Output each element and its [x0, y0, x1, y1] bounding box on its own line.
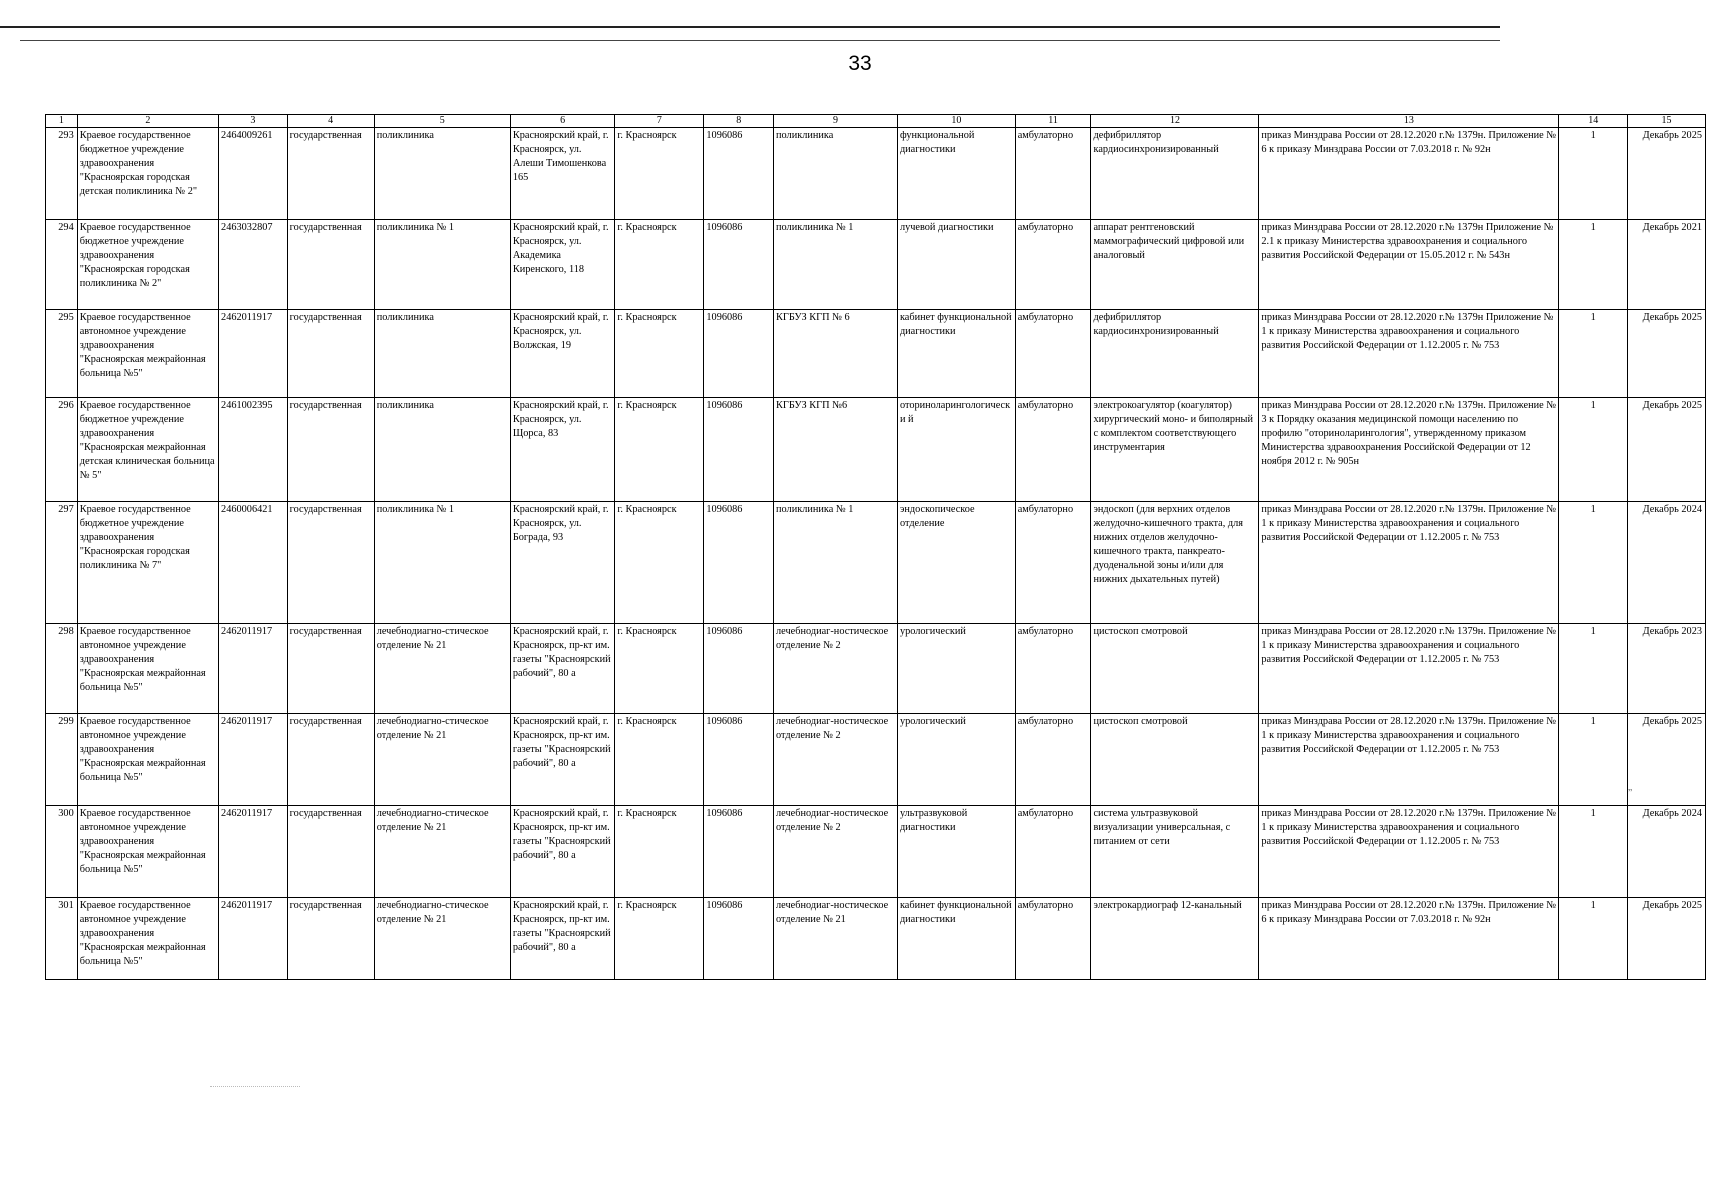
department-cell: функциональной диагностики — [897, 128, 1015, 220]
ownership-form-cell: государственная — [287, 502, 374, 624]
row-number-cell: 299 — [46, 714, 78, 806]
care-mode-cell: амбулаторно — [1015, 714, 1091, 806]
table-row — [46, 714, 1706, 806]
table-row — [46, 806, 1706, 898]
territory-code-cell: 1096086 — [704, 898, 774, 980]
structural-unit-cell: поликлиника — [374, 310, 510, 398]
department-cell: лучевой диагностики — [897, 220, 1015, 310]
header-rule-secondary — [20, 40, 1500, 41]
legal-basis-cell: приказ Минздрава России от 28.12.2020 г.№ 1379н. Приложение № 1 к приказу Министерства здравоохранения и социального развития Российской Федерации от 1.12.2005 г. № 753 — [1259, 624, 1559, 714]
quantity-cell: 1 — [1559, 714, 1628, 806]
equipment-name-cell: дефибриллятор кардиосинхронизированный — [1091, 128, 1259, 220]
equipment-table — [45, 114, 1706, 980]
inn-code-cell: 2462011917 — [219, 624, 288, 714]
equipment-name-cell: электрокоагулятор (коагулятор) хирургический моно- и биполярный с комплектом соответствующего инструментария — [1091, 398, 1259, 502]
deadline-cell: Декабрь 2025 — [1628, 128, 1706, 220]
structural-unit-cell: поликлиника № 1 — [374, 220, 510, 310]
territory-code-cell: 1096086 — [704, 398, 774, 502]
inn-code-cell: 2462011917 — [219, 310, 288, 398]
deadline-cell: Декабрь 2023 — [1628, 624, 1706, 714]
pencil-mark: ’’ — [1628, 788, 1633, 799]
address-cell: Красноярский край, г. Красноярск, пр-кт им. газеты "Красноярский рабочий", 80 а — [510, 624, 614, 714]
column-number-8: 8 — [704, 115, 774, 128]
quantity-cell: 1 — [1559, 898, 1628, 980]
table-body — [46, 128, 1706, 980]
territory-code-cell: 1096086 — [704, 220, 774, 310]
table-row — [46, 220, 1706, 310]
ownership-form-cell: государственная — [287, 624, 374, 714]
column-number-1: 1 — [46, 115, 78, 128]
department-cell: ультразвуковой диагностики — [897, 806, 1015, 898]
row-number-cell: 301 — [46, 898, 78, 980]
table-row — [46, 128, 1706, 220]
address-cell: Красноярский край, г. Красноярск, ул. Алеши Тимошенкова 165 — [510, 128, 614, 220]
legal-basis-cell: приказ Минздрава России от 28.12.2020 г.№ 1379н Приложение № 1 к приказу Министерства здравоохранения и социального развития Российской Федерации от 1.12.2005 г. № 753 — [1259, 310, 1559, 398]
department-cell: кабинет функциональной диагностики — [897, 310, 1015, 398]
subdivision-cell: поликлиника — [774, 128, 898, 220]
column-number-10: 10 — [897, 115, 1015, 128]
column-number-row — [46, 115, 1706, 128]
deadline-cell: Декабрь 2024 — [1628, 806, 1706, 898]
organization-name-cell: Краевое государственное бюджетное учреждение здравоохранения "Красноярская городская детская поликлиника № 2" — [77, 128, 218, 220]
equipment-name-cell: электрокардиограф 12-канальный — [1091, 898, 1259, 980]
address-cell: Красноярский край, г. Красноярск, ул. Щорса, 83 — [510, 398, 614, 502]
inn-code-cell: 2460006421 — [219, 502, 288, 624]
city-cell: г. Красноярск — [615, 624, 704, 714]
department-cell: кабинет функциональной диагностики — [897, 898, 1015, 980]
quantity-cell: 1 — [1559, 310, 1628, 398]
city-cell: г. Красноярск — [615, 806, 704, 898]
territory-code-cell: 1096086 — [704, 310, 774, 398]
address-cell: Красноярский край, г. Красноярск, пр-кт им. газеты "Красноярский рабочий", 80 а — [510, 714, 614, 806]
territory-code-cell: 1096086 — [704, 502, 774, 624]
structural-unit-cell: лечебнодиагно-стическое отделение № 21 — [374, 806, 510, 898]
deadline-cell: Декабрь 2021 — [1628, 220, 1706, 310]
organization-name-cell: Краевое государственное автономное учреждение здравоохранения "Красноярская межрайонная больница №5" — [77, 624, 218, 714]
table-row — [46, 624, 1706, 714]
care-mode-cell: амбулаторно — [1015, 220, 1091, 310]
structural-unit-cell: лечебнодиагно-стическое отделение № 21 — [374, 624, 510, 714]
city-cell: г. Красноярск — [615, 310, 704, 398]
legal-basis-cell: приказ Минздрава России от 28.12.2020 г.№ 1379н. Приложение № 1 к приказу Министерства здравоохранения и социального развития Российской Федерации от 1.12.2005 г. № 753 — [1259, 714, 1559, 806]
quantity-cell: 1 — [1559, 502, 1628, 624]
care-mode-cell: амбулаторно — [1015, 128, 1091, 220]
ownership-form-cell: государственная — [287, 398, 374, 502]
column-number-11: 11 — [1015, 115, 1091, 128]
address-cell: Красноярский край, г. Красноярск, ул. Академика Киренского, 118 — [510, 220, 614, 310]
care-mode-cell: амбулаторно — [1015, 624, 1091, 714]
deadline-cell: Декабрь 2025 — [1628, 310, 1706, 398]
subdivision-cell: поликлиника № 1 — [774, 220, 898, 310]
inn-code-cell: 2462011917 — [219, 898, 288, 980]
column-number-3: 3 — [219, 115, 288, 128]
header-rule — [0, 26, 1500, 28]
equipment-name-cell: цистоскоп смотровой — [1091, 624, 1259, 714]
ownership-form-cell: государственная — [287, 310, 374, 398]
care-mode-cell: амбулаторно — [1015, 310, 1091, 398]
address-cell: Красноярский край, г. Красноярск, пр-кт им. газеты "Красноярский рабочий", 80 а — [510, 898, 614, 980]
organization-name-cell: Краевое государственное бюджетное учреждение здравоохранения "Красноярская межрайонная детская клиническая больница № 5" — [77, 398, 218, 502]
structural-unit-cell: поликлиника — [374, 398, 510, 502]
row-number-cell: 293 — [46, 128, 78, 220]
subdivision-cell: КГБУЗ КГП №6 — [774, 398, 898, 502]
department-cell: урологический — [897, 714, 1015, 806]
territory-code-cell: 1096086 — [704, 624, 774, 714]
city-cell: г. Красноярск — [615, 128, 704, 220]
territory-code-cell: 1096086 — [704, 806, 774, 898]
column-number-12: 12 — [1091, 115, 1259, 128]
column-number-14: 14 — [1559, 115, 1628, 128]
column-number-4: 4 — [287, 115, 374, 128]
inn-code-cell: 2463032807 — [219, 220, 288, 310]
subdivision-cell: КГБУЗ КГП № 6 — [774, 310, 898, 398]
inn-code-cell: 2461002395 — [219, 398, 288, 502]
care-mode-cell: амбулаторно — [1015, 806, 1091, 898]
quantity-cell: 1 — [1559, 806, 1628, 898]
city-cell: г. Красноярск — [615, 502, 704, 624]
deadline-cell: Декабрь 2025 — [1628, 898, 1706, 980]
care-mode-cell: амбулаторно — [1015, 398, 1091, 502]
legal-basis-cell: приказ Минздрава России от 28.12.2020 г.№ 1379н. Приложение № 6 к приказу Минздрава России от 7.03.2018 г. № 92н — [1259, 898, 1559, 980]
care-mode-cell: амбулаторно — [1015, 502, 1091, 624]
quantity-cell: 1 — [1559, 128, 1628, 220]
table-row — [46, 310, 1706, 398]
organization-name-cell: Краевое государственное автономное учреждение здравоохранения "Красноярская межрайонная больница №5" — [77, 714, 218, 806]
subdivision-cell: поликлиника № 1 — [774, 502, 898, 624]
address-cell: Красноярский край, г. Красноярск, ул. Бограда, 93 — [510, 502, 614, 624]
equipment-name-cell: эндоскоп (для верхних отделов желудочно-кишечного тракта, для нижних отделов желудочно-кишечного тракта, панкреато-дуоденальной зоны и/или для нижних дыхательных путей) — [1091, 502, 1259, 624]
page-number: 33 — [848, 52, 872, 75]
inn-code-cell: 2464009261 — [219, 128, 288, 220]
legal-basis-cell: приказ Минздрава России от 28.12.2020 г.№ 1379н. Приложение № 3 к Порядку оказания медицинской помощи населению по профилю "оториноларингология", утвержденному приказом Министерства здравоохранения Российской Федерации от 12 ноября 2012 г. № 905н — [1259, 398, 1559, 502]
quantity-cell: 1 — [1559, 398, 1628, 502]
row-number-cell: 300 — [46, 806, 78, 898]
subdivision-cell: лечебнодиаг-ностическое отделение № 2 — [774, 624, 898, 714]
table-row — [46, 398, 1706, 502]
row-number-cell: 297 — [46, 502, 78, 624]
column-number-7: 7 — [615, 115, 704, 128]
equipment-name-cell: дефибриллятор кардиосинхронизированный — [1091, 310, 1259, 398]
ownership-form-cell: государственная — [287, 220, 374, 310]
quantity-cell: 1 — [1559, 624, 1628, 714]
column-number-9: 9 — [774, 115, 898, 128]
care-mode-cell: амбулаторно — [1015, 898, 1091, 980]
structural-unit-cell: лечебнодиагно-стическое отделение № 21 — [374, 714, 510, 806]
legal-basis-cell: приказ Минздрава России от 28.12.2020 г.№ 1379н. Приложение № 6 к приказу Минздрава России от 7.03.2018 г. № 92н — [1259, 128, 1559, 220]
territory-code-cell: 1096086 — [704, 128, 774, 220]
subdivision-cell: лечебнодиаг-ностическое отделение № 2 — [774, 806, 898, 898]
ownership-form-cell: государственная — [287, 806, 374, 898]
organization-name-cell: Краевое государственное автономное учреждение здравоохранения "Красноярская межрайонная больница №5" — [77, 806, 218, 898]
column-number-15: 15 — [1628, 115, 1706, 128]
faint-line — [210, 1086, 300, 1087]
deadline-cell: Декабрь 2024 — [1628, 502, 1706, 624]
column-number-5: 5 — [374, 115, 510, 128]
deadline-cell: Декабрь 2025 — [1628, 714, 1706, 806]
organization-name-cell: Краевое государственное бюджетное учреждение здравоохранения "Красноярская городская поликлиника № 7" — [77, 502, 218, 624]
organization-name-cell: Краевое государственное бюджетное учреждение здравоохранения "Красноярская городская поликлиника № 2" — [77, 220, 218, 310]
equipment-name-cell: аппарат рентгеновский маммографический цифровой или аналоговый — [1091, 220, 1259, 310]
equipment-name-cell: цистоскоп смотровой — [1091, 714, 1259, 806]
row-number-cell: 298 — [46, 624, 78, 714]
row-number-cell: 296 — [46, 398, 78, 502]
city-cell: г. Красноярск — [615, 898, 704, 980]
department-cell: эндоскопическое отделение — [897, 502, 1015, 624]
ownership-form-cell: государственная — [287, 128, 374, 220]
legal-basis-cell: приказ Минздрава России от 28.12.2020 г.№ 1379н. Приложение № 1 к приказу Министерства здравоохранения и социального развития Российской Федерации от 1.12.2005 г. № 753 — [1259, 806, 1559, 898]
structural-unit-cell: поликлиника — [374, 128, 510, 220]
address-cell: Красноярский край, г. Красноярск, пр-кт им. газеты "Красноярский рабочий", 80 а — [510, 806, 614, 898]
structural-unit-cell: лечебнодиагно-стическое отделение № 21 — [374, 898, 510, 980]
column-number-6: 6 — [510, 115, 614, 128]
city-cell: г. Красноярск — [615, 398, 704, 502]
structural-unit-cell: поликлиника № 1 — [374, 502, 510, 624]
city-cell: г. Красноярск — [615, 220, 704, 310]
legal-basis-cell: приказ Минздрава России от 28.12.2020 г.№ 1379н Приложение № 2.1 к приказу Министерства здравоохранения и социального развития Российской Федерации от 15.05.2012 г. № 543н — [1259, 220, 1559, 310]
department-cell: урологический — [897, 624, 1015, 714]
column-number-13: 13 — [1259, 115, 1559, 128]
equipment-name-cell: система ультразвуковой визуализации универсальная, с питанием от сети — [1091, 806, 1259, 898]
table-row — [46, 502, 1706, 624]
ownership-form-cell: государственная — [287, 898, 374, 980]
inn-code-cell: 2462011917 — [219, 714, 288, 806]
department-cell: оториноларингологически й — [897, 398, 1015, 502]
organization-name-cell: Краевое государственное автономное учреждение здравоохранения "Красноярская межрайонная больница №5" — [77, 898, 218, 980]
inn-code-cell: 2462011917 — [219, 806, 288, 898]
row-number-cell: 294 — [46, 220, 78, 310]
deadline-cell: Декабрь 2025 — [1628, 398, 1706, 502]
legal-basis-cell: приказ Минздрава России от 28.12.2020 г.№ 1379н. Приложение № 1 к приказу Министерства здравоохранения и социального развития Российской Федерации от 1.12.2005 г. № 753 — [1259, 502, 1559, 624]
territory-code-cell: 1096086 — [704, 714, 774, 806]
ownership-form-cell: государственная — [287, 714, 374, 806]
quantity-cell: 1 — [1559, 220, 1628, 310]
table-row — [46, 898, 1706, 980]
column-number-2: 2 — [77, 115, 218, 128]
row-number-cell: 295 — [46, 310, 78, 398]
subdivision-cell: лечебнодиаг-ностическое отделение № 21 — [774, 898, 898, 980]
city-cell: г. Красноярск — [615, 714, 704, 806]
organization-name-cell: Краевое государственное автономное учреждение здравоохранения "Красноярская межрайонная больница №5" — [77, 310, 218, 398]
subdivision-cell: лечебнодиаг-ностическое отделение № 2 — [774, 714, 898, 806]
address-cell: Красноярский край, г. Красноярск, ул. Волжская, 19 — [510, 310, 614, 398]
